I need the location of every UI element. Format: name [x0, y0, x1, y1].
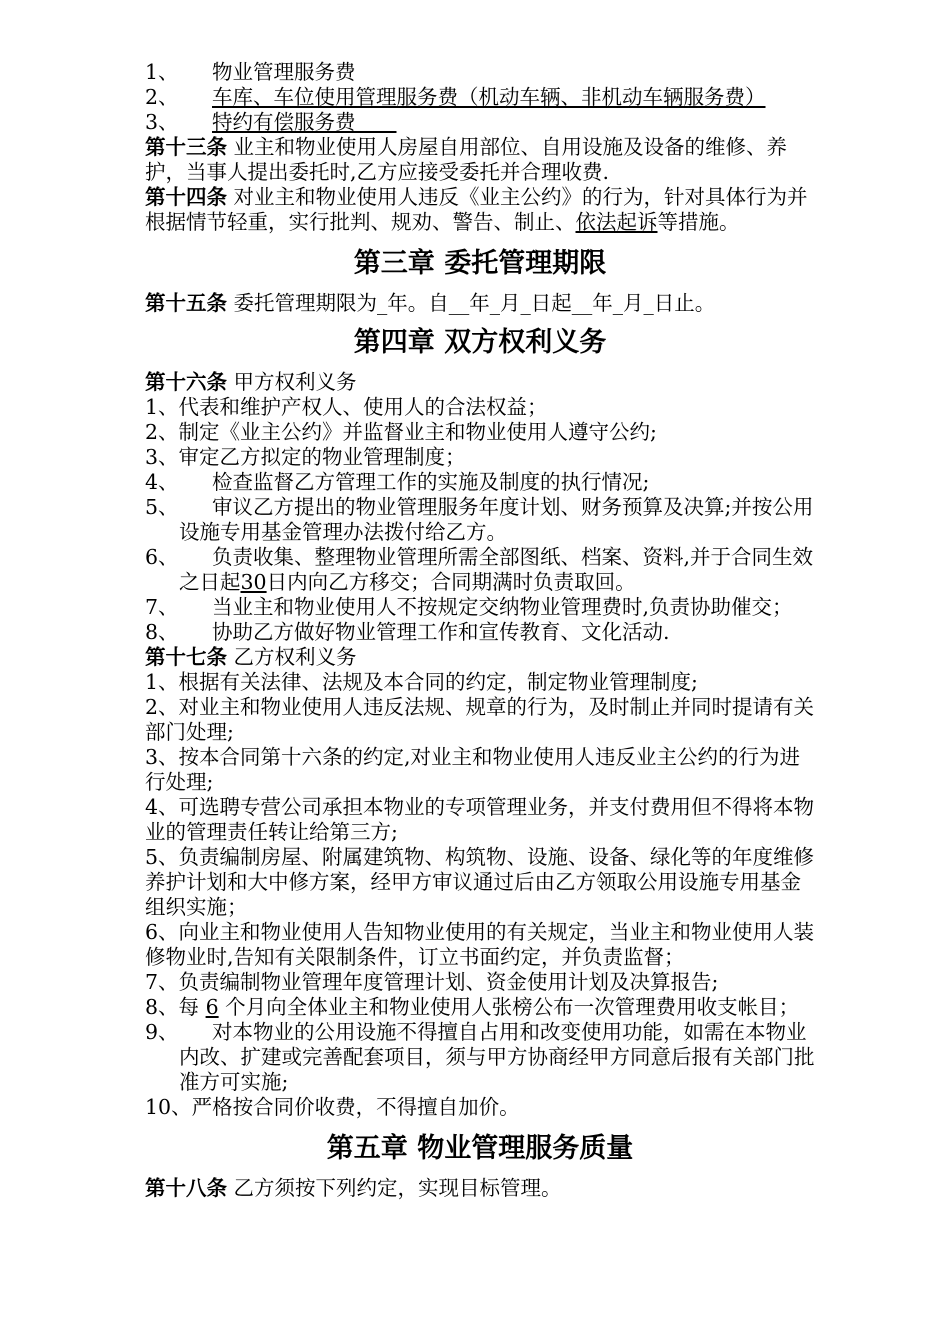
list-item: 1、代表和维护产权人、使用人的合法权益；: [145, 395, 548, 419]
list-item: 2、 车库、车位使用管理服务费（机动车辆、非机动车辆服务费）: [145, 85, 766, 109]
list-item: 7、 当业主和物业使用人不按规定交纳物业管理费时,负责协助催交；: [145, 595, 793, 619]
list-item: 8、 协助乙方做好物业管理工作和宣传教育、文化活动.: [145, 620, 670, 644]
list-item: 1、根据有关法律、法规及本合同的约定，制定物业管理制度;: [145, 670, 698, 694]
list-item: 4、 检查监督乙方管理工作的实施及制度的执行情况;: [145, 470, 650, 494]
list-item: 10、严格按合同价收费，不得擅自加价。: [145, 1095, 520, 1119]
list-item: 2、制定《业主公约》并监督业主和物业使用人遵守公约;: [145, 420, 657, 444]
list-item: 4、可选聘专营公司承担本物业的专项管理业务，并支付费用但不得将本物业的管理责任转让给第三方;: [145, 795, 815, 844]
article-14: 第十四条 对业主和物业使用人违反《业主公约》的行为，针对具体行为并根据情节轻重，实行批判、规劝、警告、制止、依法起诉等措施。: [145, 185, 808, 234]
chapter-5-title: 第五章 物业管理服务质量: [326, 1133, 634, 1164]
article-15: 第十五条 委托管理期限为_年。自__年_月_日起__年_月_日止。: [145, 291, 716, 315]
article-16-heading: 第十六条 甲方权利义务: [145, 370, 357, 394]
list-item: 9、 对本物业的公用设施不得擅自占用和改变使用功能，如需在本物业内改、扩建或完善配套项目，须与甲方协商经甲方同意后报有关部门批准方可实施;: [145, 1020, 815, 1094]
list-item: 2、对业主和物业使用人违反法规、规章的行为，及时制止并同时提请有关部门处理;: [145, 695, 815, 744]
list-item: 3、审定乙方拟定的物业管理制度；: [145, 445, 466, 469]
list-item: 6、 负责收集、整理物业管理所需全部图纸、档案、资料,并于合同生效之日起30日内向乙方移交；合同期满时负责取回。: [145, 545, 814, 594]
chapter-4-title: 第四章 双方权利义务: [353, 327, 607, 358]
article-17-heading: 第十七条 乙方权利义务: [145, 645, 357, 669]
article-18: 第十八条 乙方须按下列约定，实现目标管理。: [145, 1176, 562, 1200]
article-13: 第十三条 业主和物业使用人房屋自用部位、自用设施及设备的维修、养护，当事人提出委托时,乙方应接受委托并合理收费.: [145, 135, 788, 184]
list-item: 5、 审议乙方提出的物业管理服务年度计划、财务预算及决算;并按公用设施专用基金管理办法拨付给乙方。: [145, 495, 814, 544]
list-item: 5、负责编制房屋、附属建筑物、构筑物、设施、设备、绿化等的年度维修养护计划和大中修方案，经甲方审议通过后由乙方领取公用设施专用基金组织实施；: [145, 845, 815, 919]
document-body: [145, 60, 815, 1201]
list-item: 3、 特约有偿服务费: [145, 110, 356, 134]
list-item: 7、负责编制物业管理年度管理计划、资金使用计划及决算报告;: [145, 970, 719, 994]
list-item: 3、按本合同第十六条的约定,对业主和物业使用人违反业主公约的行为进行处理;: [145, 745, 801, 794]
chapter-3-title: 第三章 委托管理期限: [353, 248, 607, 279]
list-item: 6、向业主和物业使用人告知物业使用的有关规定，当业主和物业使用人装修物业时,告知有关限制条件，订立书面约定，并负责监督；: [145, 920, 815, 969]
list-item: 1、 物业管理服务费: [145, 60, 356, 84]
list-item: 8、每 6 个月向全体业主和物业使用人张榜公布一次管理费用收支帐目；: [145, 995, 800, 1019]
